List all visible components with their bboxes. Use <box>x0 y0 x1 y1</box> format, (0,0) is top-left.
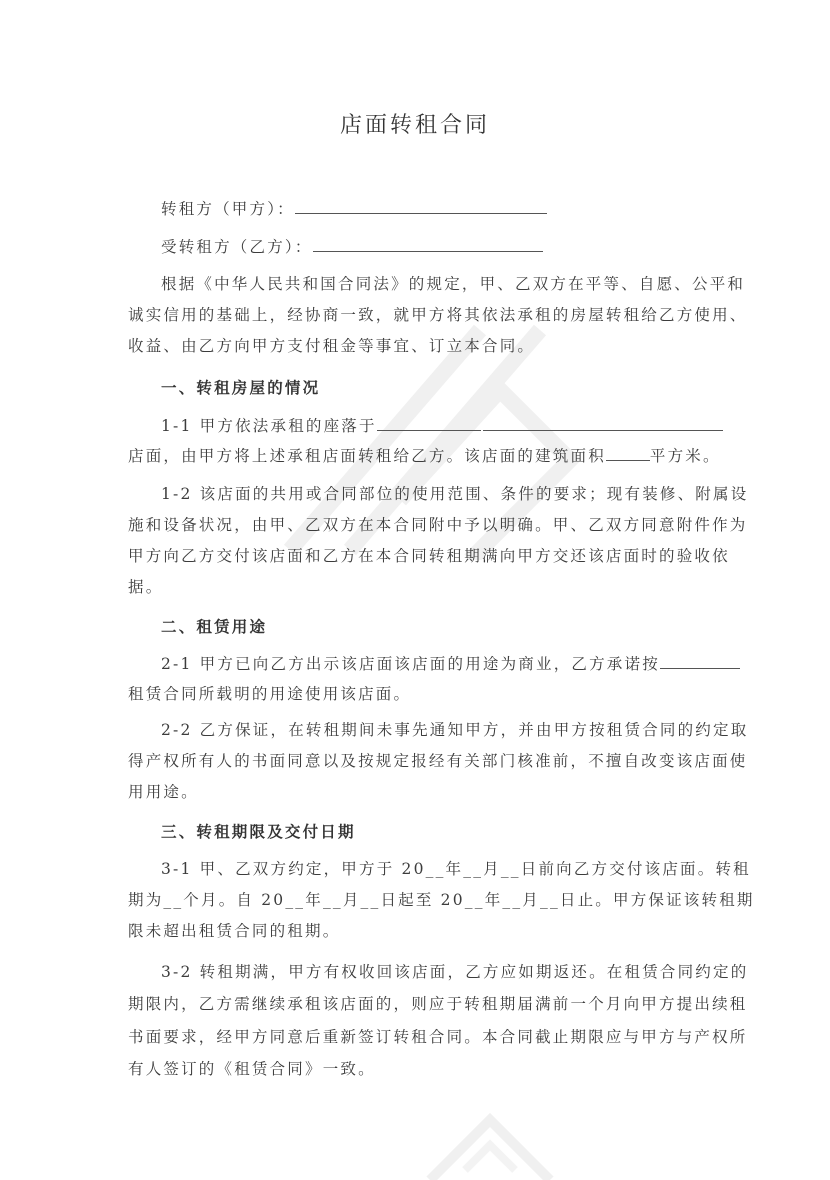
clause-line: 甲方向乙方交付该店面和乙方在本合同转租期满向甲方交还该店面时的验收依 <box>128 547 730 565</box>
clause-line: 据。 <box>128 578 164 596</box>
document-title: 店面转租合同 <box>339 113 490 138</box>
section-heading: 三、转租期限及交付日期 <box>161 822 356 841</box>
clause-text: 2-1 甲方已向乙方出示该店面该店面的用途为商业，乙方承诺按 <box>161 655 660 673</box>
clause-text: 1-1 甲方依法承租的座落于 <box>161 417 377 435</box>
preamble-line: 诚实信用的基础上，经协商一致，就甲方将其依法承租的房屋转租给乙方使用、 <box>128 306 748 324</box>
clause-line: 1-2 该店面的共用或合同部位的使用范围、条件的要求；现有装修、附属设 <box>161 485 749 503</box>
clause-line: 施和设备状况，由甲、乙双方在本合同附中予以明确。甲、乙双方同意附件作为 <box>128 516 748 534</box>
section-heading: 一、转租房屋的情况 <box>161 378 321 397</box>
clause-line: 2-2 乙方保证，在转租期间未事先通知甲方，并由甲方按租赁合同的约定取 <box>161 721 749 739</box>
clause-line <box>128 444 721 466</box>
location-blank-1[interactable] <box>377 416 481 431</box>
usage-blank[interactable] <box>660 654 740 669</box>
clause-line <box>161 652 741 674</box>
clause-line: 租赁合同所载明的用途使用该店面。 <box>128 685 412 703</box>
sublessee-blank[interactable] <box>313 237 543 252</box>
area-blank[interactable] <box>606 446 650 461</box>
clause-line: 限未超出租赁合同的租期。 <box>128 922 341 940</box>
clause-line: 用用途。 <box>128 783 199 801</box>
clause-line: 期为__个月。自 20__年__月__日起至 20__年__月__日止。甲方保证该转租期 <box>128 891 755 909</box>
clause-line: 期限内，乙方需继续承租该店面的，则应于转租期届满前一个月向甲方提出续租 <box>128 995 748 1013</box>
section-heading: 二、租赁用途 <box>161 617 268 636</box>
location-blank-2[interactable] <box>483 416 723 431</box>
watermark-logo-icon <box>420 1110 560 1180</box>
sublessee-field <box>161 235 741 257</box>
clause-line: 书面要求，经甲方同意后重新签订转租合同。本合同截止期限应与甲方与产权所 <box>128 1028 748 1046</box>
clause-line: 有人签订的《租赁合同》一致。 <box>128 1060 376 1078</box>
clause-line: 3-2 转租期满，甲方有权收回该店面，乙方应如期返还。在租赁合同约定的 <box>161 963 749 981</box>
sublessor-label: 转租方（甲方）： <box>161 200 295 218</box>
clause-line: 得产权所有人的书面同意以及按规定报经有关部门核准前，不擅自改变该店面使 <box>128 752 748 770</box>
clause-line <box>161 414 741 436</box>
preamble-line: 根据《中华人民共和国合同法》的规定，甲、乙双方在平等、自愿、公平和 <box>161 275 746 293</box>
clause-text: 店面，由甲方将上述承租店面转租给乙方。该店面的建筑面积 <box>128 447 606 465</box>
clause-line: 3-1 甲、乙双方约定，甲方于 20__年__月__日前向乙方交付该店面。转租 <box>161 860 751 878</box>
clause-text: 平方米。 <box>649 447 721 465</box>
sublessor-field <box>161 197 741 219</box>
sublessor-blank[interactable] <box>295 199 547 214</box>
sublessee-label: 受转租方（乙方）： <box>161 238 313 256</box>
preamble-line: 收益、由乙方向甲方支付租金等事宜、订立本合同。 <box>128 337 536 355</box>
